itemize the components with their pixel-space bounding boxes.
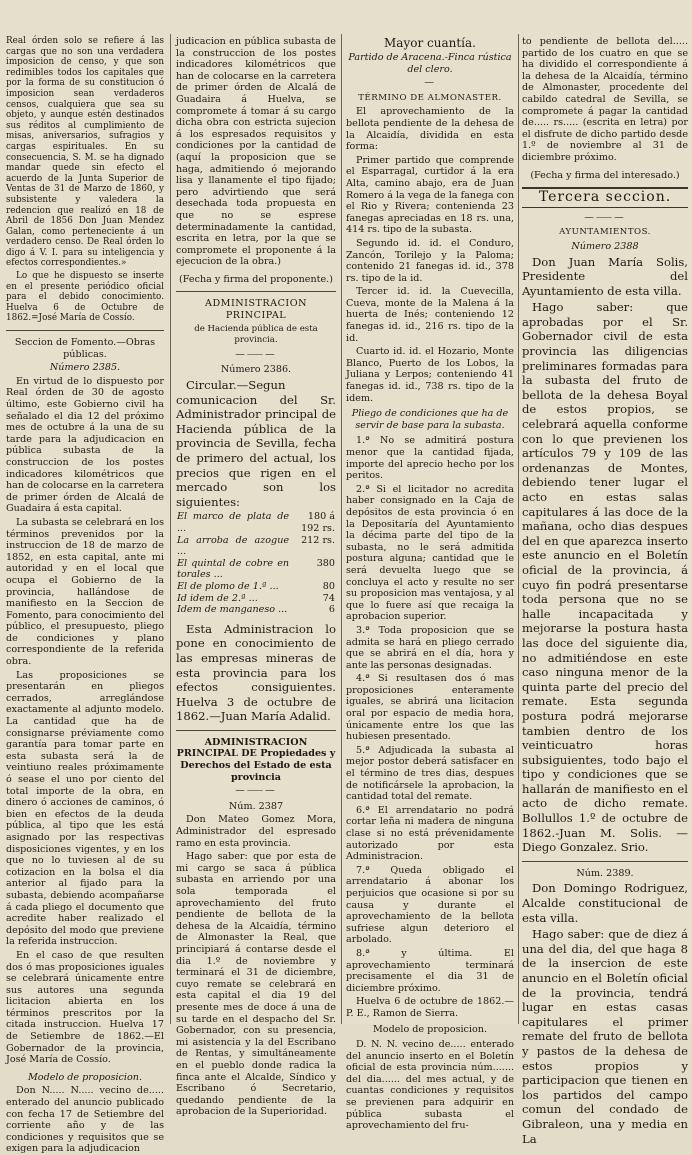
condition: 1.ª No se admitirá postura menor que la cantidad fijada, importe del aprecio hecho por los peritos. (346, 435, 514, 482)
paragraph: D. N. N. vecino de..... enterado del anuncio inserto en el Boletín oficial de esta provincia núm....... del dia...... del mes actual, y de cuantas condiciones y requisitos se previenen para adquirir en pública subasta el aprovechamiento del fru- (346, 1039, 514, 1132)
column-divider (341, 34, 342, 1024)
section-subtitle: de Hacienda pública de esta provincia. (194, 323, 318, 346)
price-value: 380 (316, 557, 335, 569)
price-row (176, 593, 336, 605)
section-heading: Tercera seccion. (522, 187, 688, 208)
condition: 8.ª y última. El aprovechamiento terminará precisamente el dia 31 de diciembre próximo. (346, 947, 514, 994)
section-subtitle: Partido de Aracena.-Finca rústica del clero. (348, 52, 512, 75)
paragraph: Cuarto id. id. el Hozario, Monte Blanco, Puerto de los Lobos, la Juliana y Lerpos; conteniendo 41 fanegas id. id., 738 rs. tipo de la idem. (346, 346, 514, 404)
separator: —⸺— (235, 348, 277, 360)
notice-number: Número 2388 (571, 240, 639, 252)
separator: — (424, 77, 436, 89)
price-label: El de plomo de 1.ª ... (177, 580, 279, 592)
column-3 (346, 36, 514, 1132)
notice-number: Núm. 2387 (228, 800, 284, 812)
paragraph: to pendiente de bellota del..... partido de los cuatro en que se ha dividido el correspondiente á la dehesa de la Alcaidía, término de Almonaster, procedente del cabildo catedral de Sevilla, se compromete á pagar la cantidad de..... rs..... (escrita en letra) por el disfrute de dicho partido desde 1.º de noviembre al 31 de diciembre próximo. (522, 36, 688, 163)
subheading: AYUNTAMIENTOS. (559, 227, 651, 238)
column-divider (170, 34, 171, 1024)
paragraph: Primer partido que comprende el Esparragal, curtidor á la era Alta, camino abajo, era de Juan Romero á la vega de la fanega con el Rio y Rivera; contenienda 23 fanegas apreciadas en 18 rs. una, 414 rs. tipo de la subasta. (346, 154, 514, 236)
condition: 5.ª Adjudicada la subasta al mejor postor deberá satisfacer en el término de tres dias, despues de notificársele la aprobacion, la cantidad total del remate. (346, 744, 514, 803)
subheading: TÉRMINO DE ALMONASTER. (358, 92, 502, 103)
separator: —⸺— (584, 211, 626, 223)
price-value: 180 á 192 rs. (301, 511, 335, 534)
paragraph: Lo que he dispuesto se inserte en el presente periódico oficial para el debido conocimiento. Huelva 6 de Octubre de 1862.=José María de Cossío. (6, 271, 164, 324)
paragraph: Hago saber: que de diez á una del dia, del que haga 8 de la insercion de este anuncio en el Boletín oficial de la provincia, tendrá lugar en estas casas capitulares el primer remate del fruto de bellota y pastos de la dehesa de estos propios y participacion que tienen en los partidos del campo comun del condado de Gibraleon, una y media en La (522, 927, 688, 1146)
paragraph: Don Juan María Solis, Presidente del Ayuntamiento de esta villa. (522, 254, 688, 298)
signature-note: (Fecha y firma del proponente.) (179, 273, 333, 285)
price-label: El marco de plata de ... (177, 511, 290, 534)
condition: 6.ª El arrendatario no podrá cortar leña ni madera de ninguna clase si no está prévenidamente autorizado por esta Administracion. (346, 804, 514, 863)
paragraph: El aprovechamiento de la bellota pendiente de la dehesa de la Alcaidía, dividida en esta forma: (346, 106, 514, 153)
price-row (176, 535, 336, 558)
section-title: ADMINISTRACION PRINCIPAL DE Propiedades y Derechos del Estado de esta provincia (176, 736, 336, 783)
section-title: Mayor cuantía. (384, 36, 476, 50)
column-2 (176, 36, 336, 1118)
paragraph: Tercer id. id. la Cuevecilla, Cueva, monte de la Malena á la huerta de Inés; conteniendo 12 fanegas id. id., 216 rs. tipo de la id. (346, 286, 514, 344)
condition: 7.ª Queda obligado el arrendatario á abonar los perjuicios que ocasione si por su causa y durante el aprovechamiento de la bellota sufriese algun deterioro el arbolado. (346, 864, 514, 946)
paragraph: Don N..... N..... vecino de..... enterado del anuncio publicado con fecha 17 de Setiembre del corriente año y de las condiciones y requisitos que se exigen para la adjudicacion (6, 1085, 164, 1155)
paragraph: En el caso de que resulten dos ó mas proposiciones iguales se celebrará únicamente entre sus autores una segunda licitacion abierta en los términos prescritos por la citada instruccion. Huelva 17 de Setiembre de 1862.—El Gobernador de la provincia, José María de Cossío. (6, 949, 164, 1066)
price-label: Idem de manganeso ... (177, 604, 288, 616)
paragraph: Circular.—Segun comunicacion del Sr. Administrador principal de Hacienda pública de la provincia de Sevilla, fecha de primero del actual, los precios que rigen en el mercado son los siguientes: (176, 378, 336, 509)
subheading: Modelo de proposicion. (372, 1023, 488, 1035)
price-label: Id idem de 2.ª ... (177, 592, 258, 604)
section-divider (176, 730, 336, 731)
signature-line: Huelva 6 de octubre de 1862.—P. E., Ramon de Sierra. (346, 996, 514, 1019)
price-table (176, 511, 336, 615)
column-1 (6, 36, 164, 1155)
section-title: Seccion de Fomento.—Obras públicas. (14, 337, 156, 360)
section-title: ADMINISTRACION PRINCIPAL (205, 298, 307, 322)
price-row (176, 558, 336, 581)
notice-number: Núm. 2389. (576, 867, 634, 879)
condition: 4.ª Si resultasen dos ó mas proposiciones enteramente iguales, se abrirá una licitacion oral por espacio de media hora, únicamente entre los que las hubiesen presentado. (346, 673, 514, 743)
paragraph: judicacion en pública subasta de la construccion de los postes indicadores kilométricos que han de colocarse en la carretera de primer órden de Alcalá de Guadaira á Huelva, se compromete á tomar á su cargo dicha obra con estricta sujecion á los espresados requisitos y condiciones por la cantidad de (aquí la proposicion que se haga, admitiendo ó mejorando lisa y llanamente el tipo fijado; pero advirtiendo que será desechada toda propuesta en que no se esprese determinadamente la cantidad, escrita en letra, por la que se compromete el proponente á la ejecucion de la obra.) (176, 36, 336, 268)
paragraph: Hago saber: que por esta de mi cargo se saca á pública subasta en arriendo por una sola temporada el aprovechamiento del fruto pendiente de bellota de la dehesa de la Alcaidía, término de Almonaster la Real, que principiará á contarse desde el dia 1.º de noviembre y terminará el 31 de diciembre, cuyo remate se celebrará en esta capital el dia 19 del presente mes de doce á una de su tarde en el despacho del Sr. Gobernador, con su presencia, mi asistencia y la del Escribano de Rentas, y simultáneamente en el pueblo donde radica la finca ante el Alcalde, Síndico y Escribano ó Secretario, quedando pendiente de la aprobacion de la Superioridad. (176, 851, 336, 1118)
price-row (176, 604, 336, 616)
paragraph: Las proposiciones se presentarán en pliegos cerrados, arreglándose exactamente al adjunto modelo. La cantidad que ha de consignarse préviamente como garantía para tomar parte en esta subasta será la de veintiuno reales próximamente ó sease el uno por ciento del total importe de la obra, en dinero ó acciones de caminos, ó bien en efectos de la deuda pública, al tipo que les está asignado por las respectivas disposiciones vigentes, y en los que no lo tuviesen al de su cotizacion en la bolsa el dia anterior al fijado para la subasta, debiendo acompañarse á cada pliego el documento que acredite haber realizado el depósito del modo que previene la referida instruccion. (6, 669, 164, 948)
section-divider (176, 291, 336, 292)
price-value: 74 (322, 592, 335, 604)
paragraph: En virtud de lo dispuesto por Real órden de 30 de agosto último, este Gobierno civil ha señalado el dia 12 del próximo mes de octubre á la una de su tarde para la adjudicacion en pública subasta de la construccion de los postes indicadores kilométricos que han de colocarse en la carretera de primer órden de Alcalá de Guadaira á esta capital. (6, 375, 164, 515)
subheading: Pliego de condiciones que ha de servir de base para la subasta. (351, 408, 509, 431)
notice-number: Número 2386. (220, 364, 292, 376)
notice-number: Número 2385. (49, 362, 121, 374)
price-label: La arroba de azogue ... (177, 534, 290, 558)
price-value: 6 (328, 604, 335, 616)
price-row (176, 581, 336, 593)
section-divider (522, 861, 688, 862)
signature-note: (Fecha y firma del interesado.) (530, 169, 680, 181)
section-divider (6, 330, 164, 331)
price-value: 80 (322, 580, 335, 592)
paragraph: Don Domingo Rodriguez, Alcalde constitucional de esta villa. (522, 881, 688, 925)
column-divider (518, 34, 519, 1024)
price-value: 212 rs. (301, 534, 335, 546)
condition: 2.ª Si el licitador no acredita haber consignado en la Caja de depósitos de esta provincia ó en la Depositaría del Ayuntamiento la décima parte del tipo de la subasta, no le será admitida postura alguna; cantidad que le será devuelta luego que se concluya el acto y resulte no ser su proposicion mas ventajosa, y al que lo fuere así que recaiga la aprobacion superior. (346, 483, 514, 623)
paragraph: Segundo id. id. el Conduro, Zancón, Torilejo y la Paloma; contenido 21 fanegas id. id., 378 rs. tipo de la id. (346, 237, 514, 284)
paragraph: Esta Administracion lo pone en conocimiento de las empresas mineras de esta provincia para los efectos consiguientes. Huelva 3 de octubre de 1862.—Juan María Adalid. (176, 621, 336, 724)
column-4 (522, 36, 688, 1146)
paragraph: Hago saber: que aprobadas por el Sr. Gobernador civil de esta provincia las diligencias preliminares formadas para la subasta del fruto de bellota de la dehesa Boyal de estos propios, se celebrará aquella conforme con lo que previenen los artículos 79 y 109 de las ordenanzas de Montes, debiendo tener lugar el acto en estas salas capitulares á las doce de la mañana, ocho dias despues del en que aparezca inserto este anuncio en el Boletín oficial de la provincia, á cuyo fin podrá presentarse toda persona que no se halle incapacitada y mejorarse la postura hasta las doce del siguiente dia, no admitiéndose en este caso ninguna menor de la quinta parte del precio del remate. Esta segunda postura podrá mejorarse tambien dentro de los veinticuatro horas subsiguientes, todo bajo el tipo y condiciones que se hallarán de manifiesto en el acto de dicho remate. Bollullos 1.º de octubre de 1862.-Juan M. Solis. —Diego Gonzalez. Srio. (522, 300, 688, 855)
paragraph: Don Mateo Gomez Mora, Administrador del espresado ramo en esta provincia. (176, 814, 336, 849)
paragraph: La subasta se celebrará en los términos prevenidos por la instruccion de 18 de marzo de 1852, en esta capital, ante mi autoridad y en el local que ocupa el Gobierno de la provincia, hallándose de manifiesto en la Seccion de Fomento, para conocimiento del público, el presupuesto, pliego de condiciones y plano correspondiente de la referida obra. (6, 516, 164, 668)
price-row (176, 511, 336, 534)
paragraph: Real órden solo se refiere á las cargas que no son una verdadera imposicion de censo, y que son redimibles todos los capitales que por la forma de su constitucion ó imposicion sean verdaderos censos, cualquiera que sea su objeto, y aunque estén destinados sus réditos al cumplimiento de misas, aniversarios, sufragios y cargas espirituales. En su consecuencia, S. M. se ha dignado mandar quede sin efecto el acuerdo de la Junta Superior de Ventas de 31 de Marzo de 1860, y subsistente y valedera la redencion que realizó en 18 de Abril de 1856 Don Juan Mendez Galan, como perteneciente á un verdadero censo. De Real órden lo digo á V. I. para su inteligencia y efectos correspondientes.» (6, 36, 164, 269)
condition: 3.ª Toda proposicion que se admita se hará en pliego cerrado que se abrirá en el día, hora y ante las personas designadas. (346, 624, 514, 671)
price-label: El quintal de cobre en torales ... (177, 557, 290, 581)
separator: —⸺— (235, 785, 277, 797)
subheading: Modelo de proposicion. (27, 1071, 143, 1083)
